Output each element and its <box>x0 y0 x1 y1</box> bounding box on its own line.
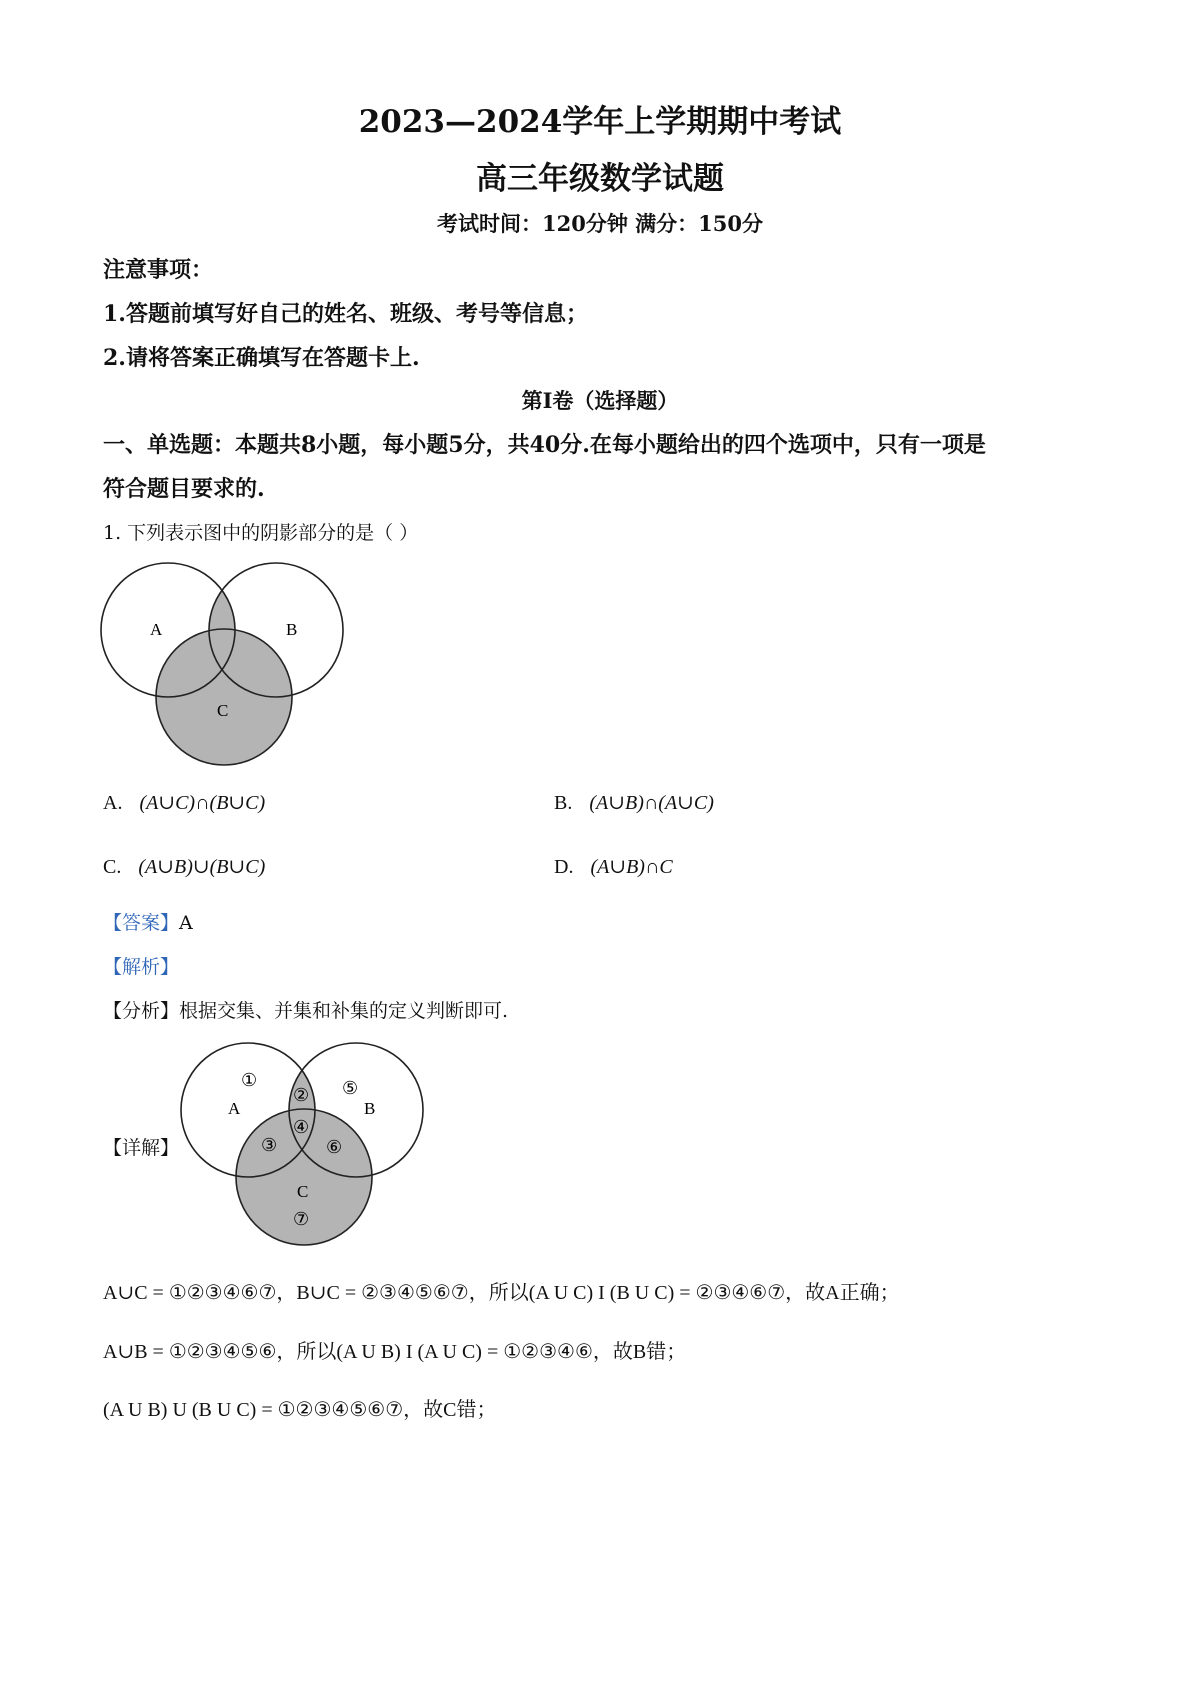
option-d-expr: (A∪B)∩C <box>590 856 673 878</box>
solution-line-1: A∪C = ①②③④⑥⑦，B∪C = ②③④⑤⑥⑦，所以(A U C) I (B U C) = ②③④⑥⑦，故A正确； <box>103 1282 900 1304</box>
venn-diagram-question <box>95 555 355 775</box>
notice-item-1: 1.答题前填写好自己的姓名、班级、考号等信息； <box>103 301 588 327</box>
option-c <box>103 854 265 879</box>
notice-heading: 注意事项： <box>103 257 214 283</box>
analysis-heading: 【分析】 <box>103 1000 180 1022</box>
page-title: 2023—2024学年上学期期中考试 <box>358 104 842 140</box>
option-a-expr: (A∪C)∩(B∪C) <box>139 792 266 814</box>
label-b: B <box>286 620 298 639</box>
venn-diagram-detail <box>175 1035 435 1255</box>
answer-tag: 【答案】 <box>103 912 180 934</box>
volume-title: 第Ⅰ卷（选择题） <box>521 388 679 413</box>
analysis-text: 根据交集、并集和补集的定义判断即可. <box>179 1000 509 1022</box>
region-4: ④ <box>293 1117 310 1137</box>
answer-line <box>103 908 193 935</box>
question-stem: 1. 下列表示图中的阴影部分的是（ ） <box>103 522 419 544</box>
region-1: ① <box>241 1070 258 1090</box>
region-label-a: A <box>228 1099 241 1118</box>
region-3: ③ <box>261 1135 278 1155</box>
region-2: ② <box>293 1085 310 1105</box>
page-subtitle: 高三年级数学试题 <box>476 161 724 197</box>
option-b-label: B. <box>554 792 573 814</box>
solution-line-2: A∪B = ①②③④⑤⑥，所以(A U B) I (A U C) = ①②③④⑥，故B错； <box>103 1341 687 1363</box>
region-6: ⑥ <box>326 1137 343 1157</box>
solution-line-3: (A U B) U (B U C) = ①②③④⑤⑥⑦，故C错； <box>103 1399 497 1421</box>
region-label-c: C <box>297 1182 309 1201</box>
analysis-line <box>103 996 508 1023</box>
answer-value: A <box>179 912 193 934</box>
option-b <box>554 790 714 815</box>
label-c: C <box>217 701 229 720</box>
notice-item-2: 2.请将答案正确填写在答题卡上. <box>103 345 420 371</box>
region-label-b: B <box>364 1099 376 1118</box>
analysis-tag: 【解析】 <box>103 956 180 978</box>
option-a-label: A. <box>103 792 123 814</box>
option-b-expr: (A∪B)∩(A∪C) <box>589 792 714 814</box>
option-c-expr: (A∪B)∪(B∪C) <box>138 856 266 878</box>
detail-tag: 【详解】 <box>103 1137 180 1159</box>
section-instructions-line2: 符合题目要求的. <box>103 476 265 502</box>
option-a <box>103 790 265 815</box>
option-d-label: D. <box>554 856 574 878</box>
region-5: ⑤ <box>342 1078 359 1098</box>
region-7: ⑦ <box>293 1209 310 1229</box>
label-a: A <box>150 620 163 639</box>
option-d <box>554 854 673 879</box>
option-c-label: C. <box>103 856 122 878</box>
exam-info: 考试时间：120分钟 满分：150分 <box>437 211 763 236</box>
section-instructions-line1: 一、单选题：本题共8小题，每小题5分，共40分.在每小题给出的四个选项中，只有一项是 <box>103 432 986 458</box>
